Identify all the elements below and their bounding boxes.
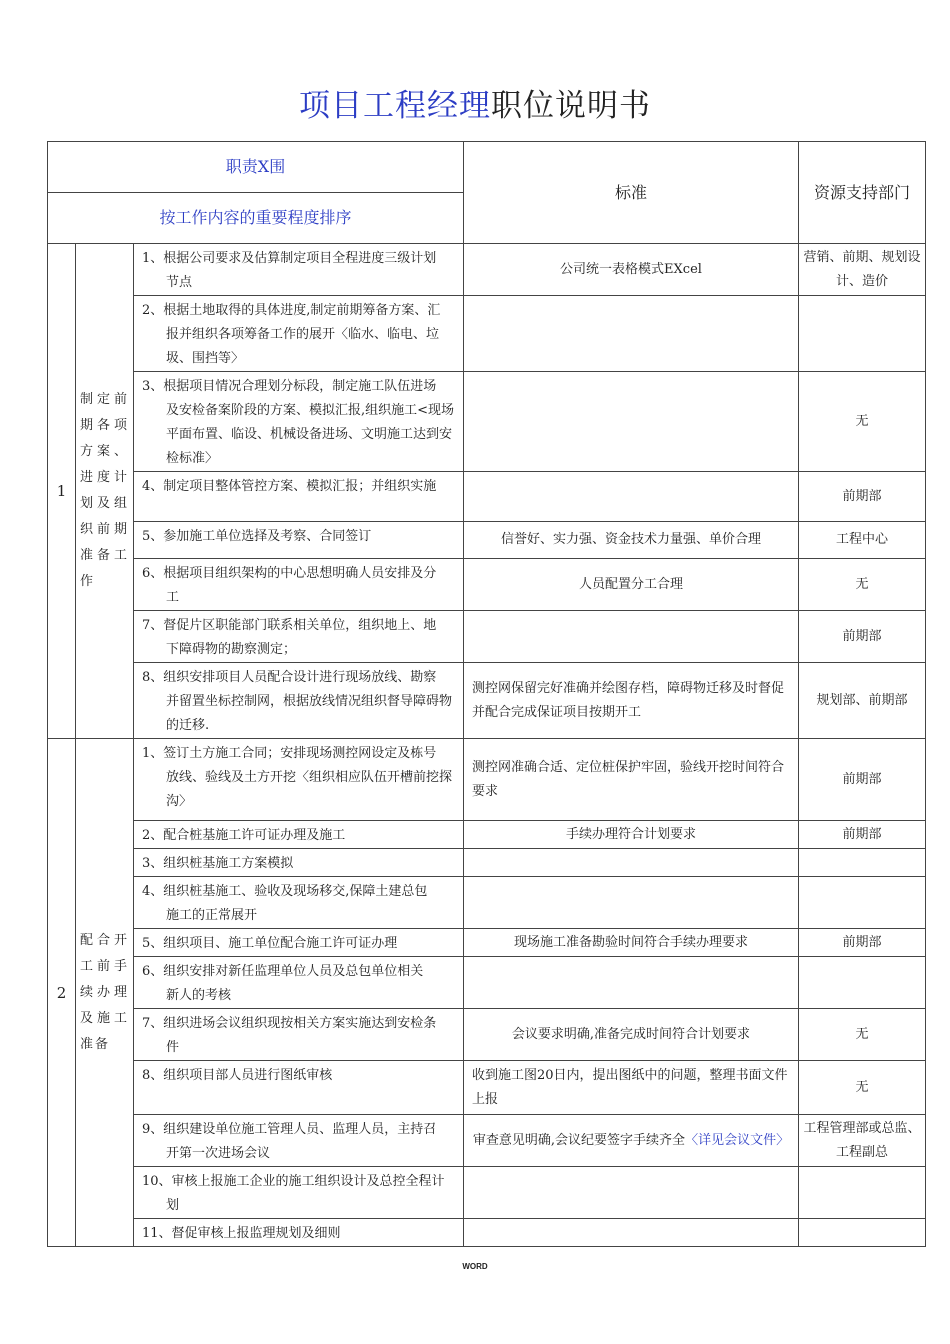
standard-text: 测控网准确合适、定位桩保护牢固，验线开挖时间符合要求 (472, 759, 785, 799)
task-cell (134, 849, 464, 877)
standard-cell (464, 1115, 799, 1167)
standard-cell (464, 1219, 799, 1247)
task-text: 1、根据公司要求及估算制定项目全程进度三级计划 (142, 251, 437, 266)
support-dept-cell: 前期部 (799, 611, 926, 663)
support-dept-cell: 前期部 (799, 821, 926, 849)
support-dept-cell: 无 (799, 559, 926, 611)
table-row (48, 1167, 926, 1219)
standard-cell (464, 957, 799, 1009)
support-dept-cell: 营销、前期、规划设计、造价 (799, 244, 926, 296)
task-text: 4、组织桩基施工、验收及现场移交,保障土建总包 (142, 884, 428, 899)
table-row (48, 559, 926, 611)
section-number: 2 (48, 739, 76, 1247)
support-dept-cell: 工程中心 (799, 522, 926, 559)
standard-cell (464, 1167, 799, 1219)
table-row (48, 1115, 926, 1167)
support-dept-cell: 无 (799, 372, 926, 472)
task-text: 8、组织安排项目人员配合设计进行现场放线、勘察 (142, 670, 437, 685)
standard-text: 手续办理符合计划要求 (565, 826, 696, 842)
standard-text: 人员配置分工合理 (578, 576, 683, 592)
header-scope: 职责X围 (48, 142, 464, 193)
task-text: 7、督促片区职能部门联系相关单位，组织地上、地 (142, 618, 437, 633)
task-text: 7、组织进场会议组织现按相关方案实施达到安检条 (142, 1016, 437, 1031)
task-text-continued: 划 (166, 1198, 180, 1213)
task-text-continued: 报并组织各项筹备工作的展开〈临水、临电、垃圾、围挡等〉 (166, 327, 440, 366)
standard-cell (464, 663, 799, 739)
standard-cell (464, 739, 799, 821)
table-row (48, 244, 926, 296)
standard-cell (464, 296, 799, 372)
task-cell (134, 559, 464, 611)
table-row (48, 877, 926, 929)
table-row (48, 1061, 926, 1115)
standard-cell (464, 849, 799, 877)
table-row (48, 296, 926, 372)
task-cell (134, 296, 464, 372)
task-text-continued: 放线、验线及土方开挖〈组织相应队伍开槽前挖探沟〉 (166, 770, 453, 809)
standard-text: 审查意见明确,会议纪要签字手续齐全 (472, 1132, 686, 1148)
section-category: 制定前期各项方案、进度计划及组织前期准备工作 (76, 244, 134, 739)
support-dept-cell: 无 (799, 1009, 926, 1061)
support-dept-cell (799, 1219, 926, 1247)
support-dept-cell: 无 (799, 1061, 926, 1115)
standard-cell (464, 611, 799, 663)
support-dept-cell: 前期部 (799, 739, 926, 821)
standard-cell (464, 877, 799, 929)
standard-cell (464, 559, 799, 611)
standard-cell (464, 372, 799, 472)
standard-link[interactable]: 〈详见会议文件〉 (685, 1132, 790, 1148)
task-text: 6、组织安排对新任监理单位人员及总包单位相关 (142, 964, 424, 979)
task-text: 3、组织桩基施工方案模拟 (142, 856, 294, 871)
task-cell (134, 957, 464, 1009)
support-dept-cell: 前期部 (799, 472, 926, 522)
support-dept-cell (799, 296, 926, 372)
task-cell (134, 522, 464, 559)
title-black-part: 职位说明书 (491, 88, 651, 124)
section-category: 配合开工前手续办理及施工准备 (76, 739, 134, 1247)
support-dept-cell: 规划部、前期部 (799, 663, 926, 739)
task-text: 6、根据项目组织架构的中心思想明确人员安排及分 (142, 566, 437, 581)
job-description-table (47, 141, 926, 1247)
page-title (0, 80, 950, 125)
table-row (48, 821, 926, 849)
task-text: 1、签订土方施工合同；安排现场测控网设定及栋号 (142, 746, 437, 761)
standard-text: 测控网保留完好准确并绘图存档，障碍物迁移及时督促并配合完成保证项目按期开工 (472, 680, 785, 720)
standard-cell (464, 472, 799, 522)
support-dept-cell (799, 1167, 926, 1219)
standard-cell (464, 1061, 799, 1115)
task-cell (134, 739, 464, 821)
task-cell (134, 821, 464, 849)
task-text-continued: 并留置坐标控制网，根据放线情况组织督导障碍物的迁移. (166, 694, 453, 733)
task-text-continued: 及安检备案阶段的方案、模拟汇报,组织施工<现场平面布置、临设、机械设备进场、文明施工达到安检标准〉 (166, 403, 455, 466)
task-cell (134, 877, 464, 929)
header-order: 按工作内容的重要程度排序 (48, 193, 464, 244)
task-text-continued: 下障碍物的勘察测定； (166, 642, 297, 657)
table-row (48, 929, 926, 957)
title-blue-part: 项目工程经理 (299, 88, 491, 124)
task-text-continued: 件 (166, 1040, 180, 1055)
task-text: 11、督促审核上报监理规划及细则 (142, 1226, 341, 1241)
table-row (48, 663, 926, 739)
table-row (48, 1219, 926, 1247)
task-text: 9、组织建设单位施工管理人员、监理人员，主持召 (142, 1122, 437, 1137)
task-text: 8、组织项目部人员进行图纸审核 (142, 1068, 333, 1083)
task-text: 2、配合桩基施工许可证办理及施工 (142, 828, 346, 843)
standard-text: 收到施工图20日内，提出图纸中的问题，整理书面文件上报 (472, 1067, 788, 1107)
table-row (48, 849, 926, 877)
support-dept-cell (799, 957, 926, 1009)
task-cell (134, 472, 464, 522)
header-standard: 标准 (464, 142, 799, 244)
table-row (48, 472, 926, 522)
table-row (48, 611, 926, 663)
section-number: 1 (48, 244, 76, 739)
support-dept-cell: 工程管理部或总监、工程副总 (799, 1115, 926, 1167)
standard-text: 公司统一表格模式EXcel (560, 261, 702, 277)
support-dept-cell: 前期部 (799, 929, 926, 957)
task-cell (134, 1009, 464, 1061)
task-cell (134, 663, 464, 739)
standard-text: 现场施工准备勘验时间符合手续办理要求 (513, 934, 748, 950)
task-cell (134, 1167, 464, 1219)
footer-label: WORD (462, 1262, 488, 1271)
task-cell (134, 244, 464, 296)
table-row (48, 372, 926, 472)
standard-cell (464, 522, 799, 559)
task-text-continued: 新人的考核 (166, 988, 232, 1003)
table-row (48, 522, 926, 559)
support-dept-cell (799, 877, 926, 929)
task-cell (134, 1219, 464, 1247)
table-row (48, 739, 926, 821)
task-cell (134, 611, 464, 663)
table-row (48, 957, 926, 1009)
support-dept-cell (799, 849, 926, 877)
task-text-continued: 节点 (166, 275, 193, 290)
task-cell (134, 1115, 464, 1167)
task-text-continued: 开第一次进场会议 (166, 1146, 271, 1161)
task-cell (134, 1061, 464, 1115)
task-text: 2、根据土地取得的具体进度,制定前期筹备方案、汇 (142, 303, 441, 318)
standard-cell (464, 929, 799, 957)
task-text-continued: 施工的正常展开 (166, 908, 258, 923)
task-text: 5、参加施工单位选择及考察、合同签订 (142, 529, 372, 544)
standard-cell (464, 821, 799, 849)
task-text: 3、根据项目情况合理划分标段，制定施工队伍进场 (142, 379, 437, 394)
task-text-continued: 工 (166, 590, 180, 605)
task-text-continued: 4、制定项目整体管控方案、模拟汇报；并组织实施 (142, 479, 437, 494)
standard-text: 会议要求明确,准备完成时间符合计划要求 (511, 1026, 751, 1042)
task-cell (134, 929, 464, 957)
standard-text: 信誉好、实力强、资金技术力量强、单价合理 (500, 532, 761, 547)
standard-cell (464, 244, 799, 296)
standard-cell (464, 1009, 799, 1061)
header-support: 资源支持部门 (799, 142, 926, 244)
task-text: 10、审核上报施工企业的施工组织设计及总控全程计 (142, 1174, 445, 1189)
task-cell (134, 372, 464, 472)
task-text: 5、组织项目、施工单位配合施工许可证办理 (142, 936, 398, 951)
table-row (48, 1009, 926, 1061)
